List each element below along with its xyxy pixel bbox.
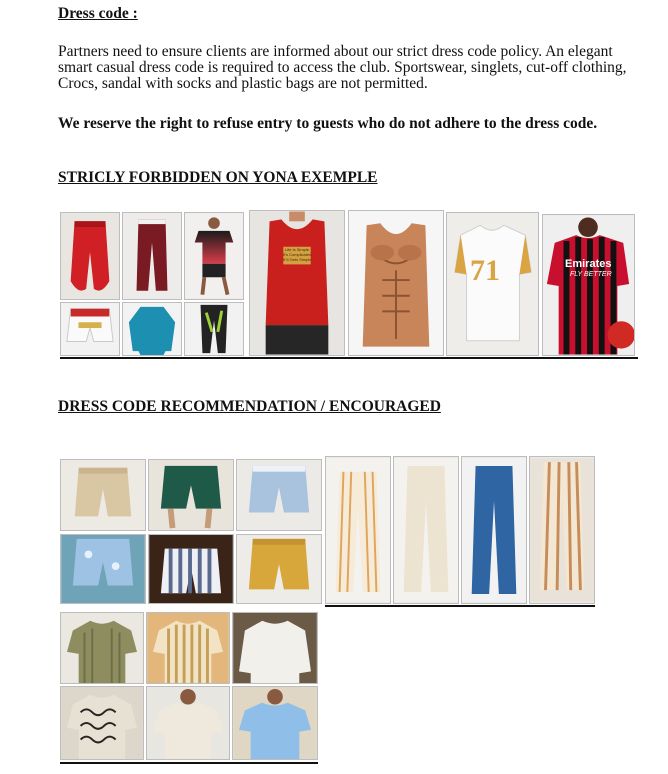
dress-code-intro: Partners need to ensure clients are informed about our strict dress code policy. An elegant smart casual dress code is required to access the club. Sportswear, singlets, cut-off clothing, Crocs, sandal with socks and plastic bags are not permitted. [58,43,627,92]
recommended-photo-green-shorts [148,459,234,531]
forbidden-photo-track-pants [122,212,182,300]
recommended-bottoms-divider [325,605,595,607]
striped-trousers-icon [326,457,390,603]
harem-pants-icon [61,213,119,299]
green-shorts-icon [149,460,233,530]
recommended-photo-striped-trousers [325,456,391,604]
patterned-shirt-icon [61,687,143,759]
striped-shirt-icon [147,613,229,683]
recommended-photo-olive-shirt [60,612,144,684]
forbidden-photo-tights [184,302,244,356]
tank-top-icon [250,211,344,355]
forbidden-photo-football-shirt [542,214,635,356]
recommended-photo-cream-polo [146,686,230,760]
forbidden-photo-fight-shorts [60,302,120,356]
track-pants-icon [123,213,181,299]
recommended-photo-cream-trousers [393,456,459,604]
recommended-photo-mustard-shorts [236,534,322,604]
recommended-photo-blue-trousers [461,456,527,604]
dress-code-warning: We reserve the right to refuse entry to guests who do not adhere to the dress code. [58,115,598,132]
recommended-shirts-divider [60,762,318,764]
recommended-photo-striped-shirt [146,612,230,684]
beige-shorts-icon [61,460,145,530]
fight-shorts-icon [61,303,119,355]
forbidden-photo-harem-pants [60,212,120,300]
recommended-photo-white-shirt [232,612,318,684]
recommended-photo-tan-trousers [529,456,595,604]
blue-trousers-icon [462,457,526,603]
white-shirt-icon [233,613,317,683]
dress-code-heading: Dress code : [58,5,138,22]
forbidden-photo-muscle-tank [348,210,444,356]
recommended-photo-light-blue-tee [232,686,318,760]
recommended-photo-striped-shorts [148,534,234,604]
forbidden-heading: STRICLY FORBIDDEN ON YONA EXEMPLE [58,169,378,186]
tee-shorts-icon [185,213,243,299]
cream-trousers-icon [394,457,458,603]
muscle-tank-icon [349,211,443,355]
recommended-heading: DRESS CODE RECOMMENDATION / ENCOURAGED [58,398,441,415]
cream-polo-icon [147,687,229,759]
football-shirt-sponsor: Emirates [565,258,612,270]
jersey-number: 71 [470,254,500,287]
forbidden-photo-tank-top [249,210,345,356]
recommended-photo-light-blue-shorts [236,459,322,531]
olive-shirt-icon [61,613,143,683]
recommended-photo-patterned-shirt [60,686,144,760]
rash-guard-icon [123,303,181,355]
recommended-photo-beige-shorts [60,459,146,531]
football-shirt-sponsor-sub: FLY BETTER [570,271,612,278]
striped-shorts-icon [149,535,233,603]
forbidden-photo-tee-shorts [184,212,244,300]
light-blue-shorts-icon [237,460,321,530]
tank-top-print: Life Is Simple It's Complicated If It Gets Simple [283,247,312,262]
football-shirt-icon [543,215,634,355]
tights-icon [185,303,243,355]
forbidden-divider [60,357,638,359]
forbidden-photo-rash-guard [122,302,182,356]
recommended-photo-floral-shorts [60,534,146,604]
light-blue-tee-icon [233,687,317,759]
tan-trousers-icon [530,457,594,603]
mustard-shorts-icon [237,535,321,603]
floral-shorts-icon [61,535,145,603]
